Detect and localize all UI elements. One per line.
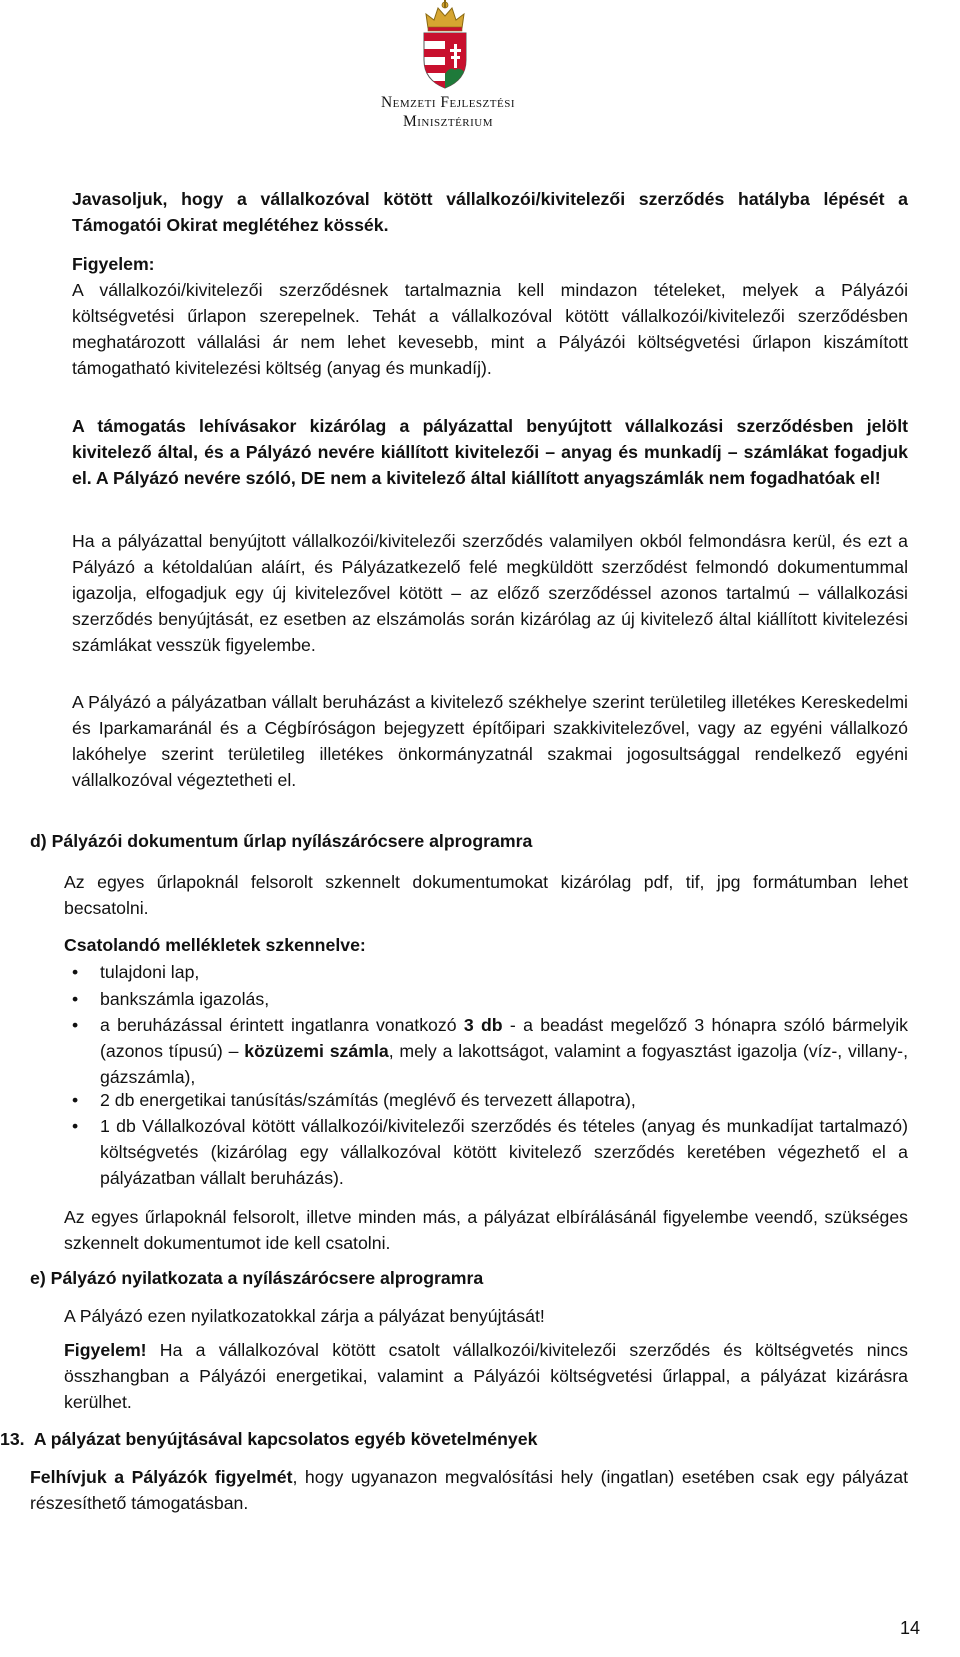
bullet-icon: •: [72, 1090, 79, 1110]
paragraph-text: , hogy ugyanazon megvalósítási hely (ingatlan) esetében csak egy pályázat részesíthető támogatásban.: [30, 1467, 908, 1513]
section-e-heading: e) Pályázó nyilatkozata a nyílászárócsere alprogramra: [30, 1268, 484, 1288]
paragraph-statement: A Pályázó ezen nyilatkozatokkal zárja a pályázat benyújtását!: [64, 1306, 545, 1326]
paragraph-scan-formats: Az egyes űrlapoknál felsorolt szkennelt dokumentumokat kizárólag pdf, tif, jpg formátumban lehet becsatolni.: [64, 872, 908, 918]
list-item-text: , mely a lakottságot, valamint a fogyasztást igazolja (víz-, villany-, gázszámla),: [100, 1041, 908, 1087]
paragraph-contract-contents: A vállalkozói/kivitelezői szerződésnek tartalmaznia kell mindazon tételeket, melyek a Pályázói költségvetési űrlapon szerepelnek. Tehát a vállalkozóval kötött vállalkozói/kivitelezői szerződésben meghatározott vállalási ár nem lehet kevesebb, mint a Pályázói költségvetési űrlapon kiszámított támogatható kivitelezési költség (anyag és munkadíj).: [72, 280, 908, 378]
bullet-icon: •: [72, 1015, 79, 1035]
page-number: 14: [899, 1618, 920, 1638]
bullet-icon: •: [72, 989, 79, 1009]
list-item: bankszámla igazolás,: [100, 989, 270, 1009]
list-item-text: - a beadást megelőző 3 hónapra szóló bármelyik (azonos típusú) –: [100, 1015, 908, 1061]
list-item: tulajdoni lap,: [100, 962, 200, 982]
paragraph-invoice-rules: A támogatás lehívásakor kizárólag a pályázattal benyújtott vállalkozási szerződésben jelölt kivitelező által, és a Pályázó nevére kiállított kivitelezői – anyag és munkadíj – számlákat fogadjuk el. A Pályázó nevére szóló, DE nem a kivitelező által kiállított anyagszámlák nem fogadhatóak el!: [72, 416, 908, 488]
ministry-name-line2: Minisztérium: [402, 113, 494, 130]
list-item: [100, 1012, 908, 1090]
bullet-icon: •: [72, 962, 79, 982]
list-item-bold: 3 db: [463, 1015, 503, 1035]
list-item-text: a beruházással érintett ingatlanra vonatkozó: [100, 1015, 464, 1035]
paragraph-contract-termination: Ha a pályázattal benyújtott vállalkozói/kivitelezői szerződés valamilyen okból felmondásra kerül, és ezt a Pályázó a kétoldalúan aláírt, és Pályázatkezelő felé megküldött szerződést felmondó dokumentummal igazolja, elfogadjuk egy új kivitelezővel kötött – az előző szerződéssel azonos tartalmú – vállalkozási szerződés benyújtását, ez esetben az elszámolás során kizárólag az új kivitelező által kiállított kivitelezési számlákat vesszük figyelembe.: [72, 531, 908, 655]
attachments-list-title: Csatolandó mellékletek szkennelve:: [64, 935, 366, 955]
paragraph-text: Ha a vállalkozóval kötött csatolt vállalkozói/kivitelezői szerződés és költségvetés nincs összhangban a Pályázói energetikai, valamint a Pályázói költségvetési űrlappal, a pályázat kizárásra kerülhet.: [64, 1340, 908, 1412]
coat-of-arms-icon: [416, 0, 474, 90]
list-item-bold: közüzemi számla: [244, 1041, 389, 1061]
paragraph-attention-exclusion: [64, 1337, 908, 1415]
section-d-heading: d) Pályázói dokumentum űrlap nyílászárócsere alprogramra: [30, 831, 533, 851]
paragraph-other-documents: Az egyes űrlapoknál felsorolt, illetve minden más, a pályázat elbírálásánál figyelembe veendő, szükséges szkennelt dokumentumot ide kell csatolni.: [64, 1207, 908, 1253]
section-13-heading: 13. A pályázat benyújtásával kapcsolatos egyéb követelmények: [0, 1429, 538, 1449]
ministry-name-line1: Nemzeti Fejlesztési: [380, 94, 515, 111]
list-item: 1 db Vállalkozóval kötött vállalkozói/kivitelezői szerződés és tételes (anyag és munkadíjat tartalmazó) költségvetés (kizárólag egy vállalkozóval kötött kivitelező szerződés keretében végezhető el a pályázatban vállalt beruházás).: [100, 1116, 908, 1188]
attention-label-1: Figyelem:: [72, 254, 155, 274]
list-item: 2 db energetikai tanúsítás/számítás (meglévő és tervezett állapotra),: [100, 1090, 636, 1110]
ministry-logo: [348, 0, 548, 140]
paragraph-single-application: [30, 1464, 908, 1516]
bullet-icon: •: [72, 1116, 79, 1136]
attention-phrase: Felhívjuk a Pályázók figyelmét: [30, 1467, 293, 1487]
paragraph-recommendation: Javasoljuk, hogy a vállalkozóval kötött vállalkozói/kivitelezői szerződés hatályba lépését a Támogatói Okirat meglétéhez kössék.: [72, 189, 908, 235]
paragraph-contractor-requirements: A Pályázó a pályázatban vállalt beruházást a kivitelező székhelye szerint területileg illetékes Kereskedelmi és Iparkamaránál és a Cégbíróságon bejegyzett építőipari szakkivitelezővel, vagy az egyéni vállalkozó lakóhelye szerint területileg illetékes önkormányzatnál szakmai jogosultsággal rendelkező egyéni vállalkozóval végeztetheti el.: [72, 692, 908, 790]
attention-label-2: Figyelem!: [64, 1340, 147, 1360]
